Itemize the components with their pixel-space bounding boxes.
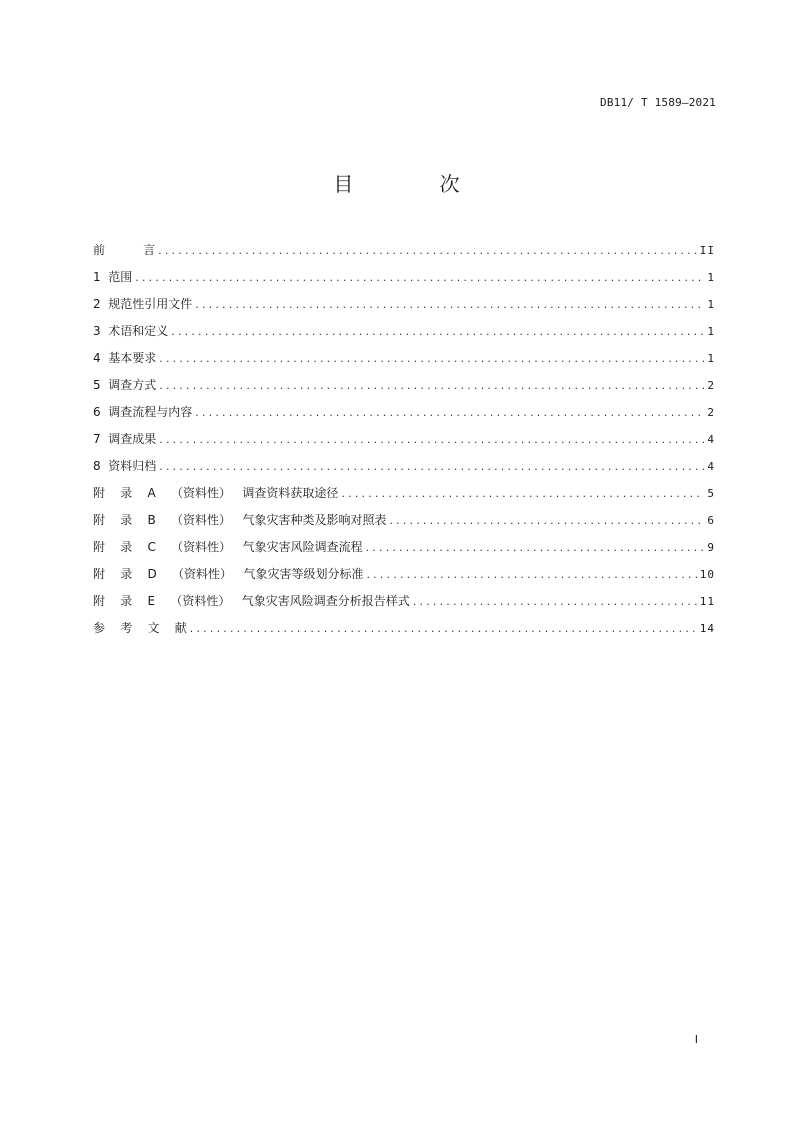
toc-entry-survey-process[interactable] <box>93 399 715 426</box>
toc-entry-survey-methods[interactable] <box>93 372 715 399</box>
toc-entry-label: 附 录 B （资料性） 气象灾害种类及影响对照表 <box>93 513 387 527</box>
toc-entry-terms[interactable] <box>93 318 715 345</box>
toc-entry-survey-results[interactable] <box>93 426 715 453</box>
toc-entry-appendix-d[interactable] <box>93 561 715 588</box>
toc-entry-appendix-a[interactable] <box>93 480 715 507</box>
toc-leader-dots <box>158 237 697 264</box>
page-number: I <box>694 1033 698 1046</box>
toc-entry-page: 5 <box>707 487 715 500</box>
toc-entry-normative-references[interactable] <box>93 291 715 318</box>
toc-entry-label: 8 资料归档 <box>93 459 157 473</box>
toc-entry-page: 1 <box>707 352 715 365</box>
table-of-contents <box>93 237 715 642</box>
toc-entry-archiving[interactable] <box>93 453 715 480</box>
toc-entry-page: 4 <box>707 433 715 446</box>
toc-entry-label: 3 术语和定义 <box>93 324 169 338</box>
toc-leader-dots <box>389 507 704 534</box>
toc-entry-label: 附 录 D （资料性） 气象灾害等级划分标准 <box>93 567 364 581</box>
toc-leader-dots <box>190 615 697 642</box>
toc-entry-page: 2 <box>707 406 715 419</box>
toc-entry-label: 附 录 A （资料性） 调查资料获取途径 <box>93 486 339 500</box>
toc-leader-dots <box>159 372 704 399</box>
toc-leader-dots <box>135 264 704 291</box>
toc-entry-page: 11 <box>699 595 715 608</box>
toc-entry-basic-requirements[interactable] <box>93 345 715 372</box>
toc-entry-label: 前 言 <box>93 243 156 257</box>
toc-entry-page: 14 <box>699 622 715 635</box>
toc-leader-dots <box>159 453 704 480</box>
toc-entry-label: 1 范围 <box>93 270 133 284</box>
toc-leader-dots <box>366 561 696 588</box>
toc-entry-appendix-c[interactable] <box>93 534 715 561</box>
toc-leader-dots <box>159 426 704 453</box>
toc-entry-appendix-e[interactable] <box>93 588 715 615</box>
toc-leader-dots <box>159 345 704 372</box>
toc-entry-label: 2 规范性引用文件 <box>93 297 193 311</box>
toc-leader-dots <box>195 399 704 426</box>
toc-entry-appendix-b[interactable] <box>93 507 715 534</box>
toc-entry-label: 附 录 E （资料性） 气象灾害风险调查分析报告样式 <box>93 594 410 608</box>
toc-entry-page: 2 <box>707 379 715 392</box>
toc-leader-dots <box>341 480 704 507</box>
toc-entry-scope[interactable] <box>93 264 715 291</box>
toc-entry-label: 7 调查成果 <box>93 432 157 446</box>
toc-entry-page: II <box>699 244 715 257</box>
toc-entry-page: 4 <box>707 460 715 473</box>
page-title: 目 次 <box>333 172 500 196</box>
toc-entry-label: 附 录 C （资料性） 气象灾害风险调查流程 <box>93 540 363 554</box>
toc-entry-label: 5 调查方式 <box>93 378 157 392</box>
toc-entry-foreword[interactable] <box>93 237 715 264</box>
document-code: DB11/ T 1589—2021 <box>600 96 716 109</box>
toc-leader-dots <box>195 291 704 318</box>
toc-entry-page: 1 <box>707 271 715 284</box>
toc-leader-dots <box>413 588 697 615</box>
toc-entry-page: 1 <box>707 298 715 311</box>
toc-entry-bibliography[interactable] <box>93 615 715 642</box>
toc-entry-label: 参 考 文 献 <box>93 621 187 635</box>
toc-entry-page: 6 <box>707 514 715 527</box>
toc-entry-label: 6 调查流程与内容 <box>93 405 193 419</box>
toc-entry-page: 9 <box>707 541 715 554</box>
toc-entry-label: 4 基本要求 <box>93 351 157 365</box>
toc-entry-page: 10 <box>699 568 715 581</box>
toc-leader-dots <box>366 534 705 561</box>
toc-entry-page: 1 <box>707 325 715 338</box>
toc-leader-dots <box>171 318 704 345</box>
